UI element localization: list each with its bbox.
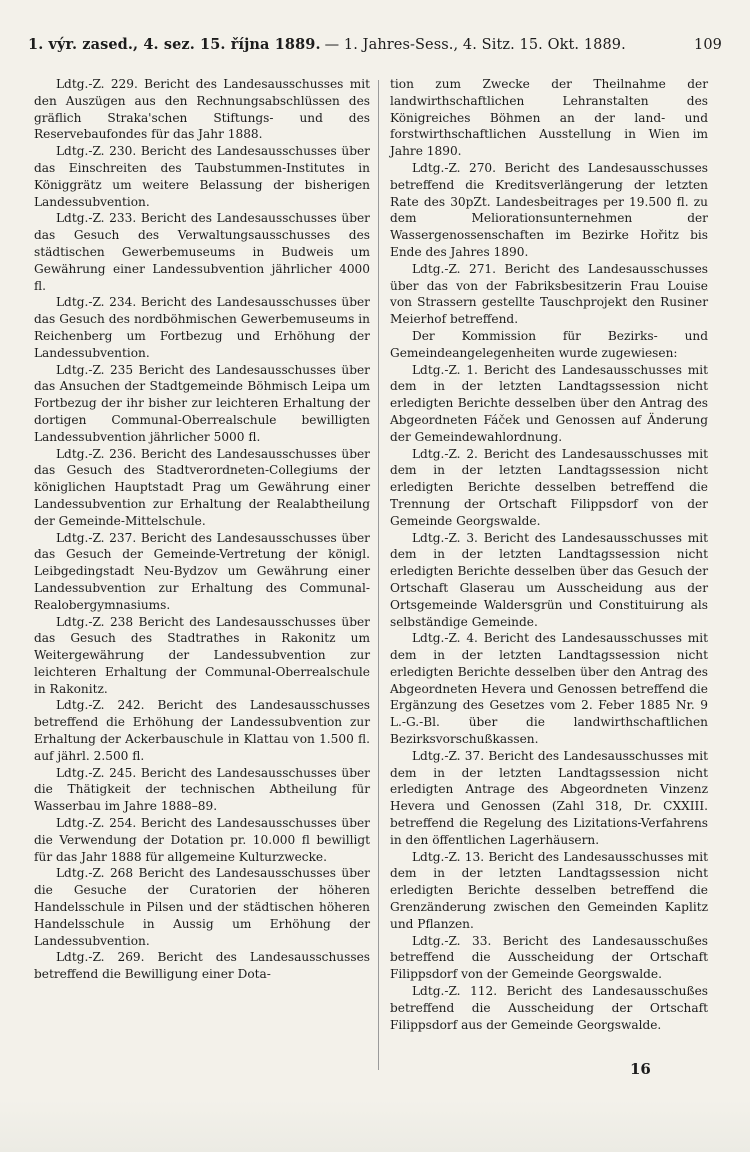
paragraph: Ldtg.-Z. 230. Bericht des Landesausschusses über das Einschreiten des Taubstummen-Institutes in Königgrätz um weitere Belassung der bisherigen Landessubvention.: [34, 144, 370, 209]
right-column: [390, 76, 708, 1033]
paragraph: Ldtg.-Z. 269. Bericht des Landesausschusses betreffend die Bewilligung einer Dota-: [34, 950, 370, 982]
paragraph: Ldtg.-Z. 238 Bericht des Landesausschusses über das Gesuch des Stadtrathes in Rakonitz um Weitergewährung der Landessubvention zur leichteren Erhaltung der Communal-Oberrealschule in Rakonitz.: [34, 614, 370, 696]
paragraph: Der Kommission für Bezirks- und Gemeindeangelegenheiten wurde zugewiesen:: [390, 328, 708, 360]
sheet-number: 16: [630, 1060, 651, 1078]
paragraph: Ldtg.-Z. 242. Bericht des Landesausschusses betreffend die Erhöhung der Landessubvention zur Erhaltung der Ackerbauschule in Klattau von 1.500 fl. auf jährl. 2.500 fl.: [34, 698, 370, 763]
paragraph: Ldtg.-Z. 13. Bericht des Landesausschusses mit dem in der letzten Landtagssession nicht erledigten Berichte desselben betreffend die Grenzänderung zwischen den Gemeinden Kaplitz und Pflanzen.: [390, 849, 708, 931]
page-number: 109: [694, 37, 722, 53]
paragraph: Ldtg.-Z. 234. Bericht des Landesausschusses über das Gesuch des nordböhmischen Gewerbemuseums in Reichenberg um Fortbezug und Erhöhung der Landessubvention.: [34, 295, 370, 360]
paragraph: Ldtg.-Z. 37. Bericht des Landesausschusses mit dem in der letzten Landtagssession nicht erledigten Antrage des Abgeordneten Vinzenz Hevera und Genossen (Zahl 318, Dr. CXXIII. betreffend die Regelung des Lizitations-Verfahrens in den öffentlichen Lagerhäusern.: [390, 748, 708, 847]
paragraph: Ldtg.-Z. 245. Bericht des Landesausschusses über die Thätigkeit der technischen Abtheilung für Wasserbau im Jahre 1888–89.: [34, 765, 370, 814]
paragraph: Ldtg.-Z. 233. Bericht des Landesausschusses über das Gesuch des Verwaltungsausschusses des städtischen Gewerbemuseums in Budweis um Gewährung einer Landessubvention jährlicher 4000 fl.: [34, 211, 370, 293]
paragraph: Ldtg.-Z. 237. Bericht des Landesausschusses über das Gesuch der Gemeinde-Vertretung der königl. Leibgedingstadt Neu-Bydzov um Gewährung einer Landessubvention zur Erhaltung des Communal-Realobergymnasiums.: [34, 530, 370, 612]
paragraph: Ldtg.-Z. 1. Bericht des Landesausschusses mit dem in der letzten Landtagssession nicht erledigten Berichte desselben über den Antrag des Abgeordneten Fáček und Genossen auf Änderung der Gemeindewahlordnung.: [390, 362, 708, 444]
paragraph: Ldtg.-Z. 235 Bericht des Landesausschusses über das Ansuchen der Stadtgemeinde Böhmisch Leipa um Fortbezug der ihr bisher zur leichteren Erhaltung der dortigen Communal-Oberrealschule bewilligten Landessubvention jährlicher 5000 fl.: [34, 362, 370, 444]
left-column: [34, 76, 370, 983]
paragraph: Ldtg.-Z. 254. Bericht des Landesausschusses über die Verwendung der Dotation pr. 10.000 fl bewilligt für das Jahr 1888 für allgemeine Kulturzwecke.: [34, 816, 370, 864]
header-czech: 1. výr. zased., 4. sez. 15. října 1889.: [28, 36, 321, 53]
paragraph: tion zum Zwecke der Theilnahme der landwirthschaftlichen Lehranstalten des Königreiches Böhmen an der land- und forstwirthschaftlichen Ausstellung in Wien im Jahre 1890.: [390, 77, 708, 159]
page-bottom-margin: [0, 1100, 750, 1152]
paragraph: Ldtg.-Z. 2. Bericht des Landesausschusses mit dem in der letzten Landtagssession nicht erledigten Berichte desselben betreffend die Trennung der Ortschaft Filippsdorf von der Gemeinde Georgswalde.: [390, 446, 708, 528]
paragraph: Ldtg.-Z. 112. Bericht des Landesausschußes betreffend die Ausscheidung der Ortschaft Filippsdorf aus der Gemeinde Georgswalde.: [390, 984, 708, 1032]
paragraph: Ldtg.-Z. 270. Bericht des Landesausschusses betreffend die Kreditsverlängerung der letzten Rate des 30pZt. Landesbeitrages per 19.500 fl. zu dem Meliorationsunternehmen der Wassergenossenschaften im Bezirke Hořitz bis Ende des Jahres 1890.: [390, 160, 708, 259]
paragraph: Ldtg.-Z. 271. Bericht des Landesausschusses über das von der Fabriksbesitzerin Frau Louise von Strassern gestellte Tauschprojekt den Rusiner Meierhof betreffend.: [390, 261, 708, 327]
paragraph: Ldtg.-Z. 4. Bericht des Landesausschusses mit dem in der letzten Landtagssession nicht erledigten Berichte desselben über den Antrag des Abgeordneten Hevera und Genossen betreffend die Ergänzung des Gesetzes vom 2. Feber 1885 Nr. 9 L.-G.-Bl. über die landwirthschaftlichen Bezirksvorschußkassen.: [390, 631, 708, 747]
running-header: [28, 36, 722, 53]
paragraph: Ldtg.-Z. 3. Bericht des Landesausschusses mit dem in der letzten Landtagssession nicht erledigten Berichte desselben über das Gesuch der Ortschaft Glaserau um Ausscheidung aus der Ortsgemeinde Waldersgrün und Constituirung als selbständige Gemeinde.: [390, 530, 708, 629]
paragraph: Ldtg.-Z. 229. Bericht des Landesausschusses mit den Auszügen aus den Rechnungsabschlüssen des gräflich Straka'schen Stiftungs- und des Reservebaufondes für das Jahr 1888.: [34, 77, 370, 142]
paragraph: Ldtg.-Z. 33. Bericht des Landesausschußes betreffend die Ausscheidung der Ortschaft Filippsdorf von der Gemeinde Georgswalde.: [390, 933, 708, 982]
header-german: — 1. Jahres-Sess., 4. Sitz. 15. Okt. 1889.: [324, 37, 626, 53]
paragraph: Ldtg.-Z. 236. Bericht des Landesausschusses über das Gesuch des Stadtverordneten-Collegiums der königlichen Hauptstadt Prag um Gewährung einer Landessubvention zur Erhaltung der Realabtheilung der Gemeinde-Mittelschule.: [34, 446, 370, 528]
column-divider: [378, 80, 379, 1070]
paragraph: Ldtg.-Z. 268 Bericht des Landesausschusses über die Gesuche der Curatorien der höheren Handelsschule in Pilsen und der städtischen höheren Handelsschule in Aussig um Erhöhung der Landessubvention.: [34, 866, 370, 948]
